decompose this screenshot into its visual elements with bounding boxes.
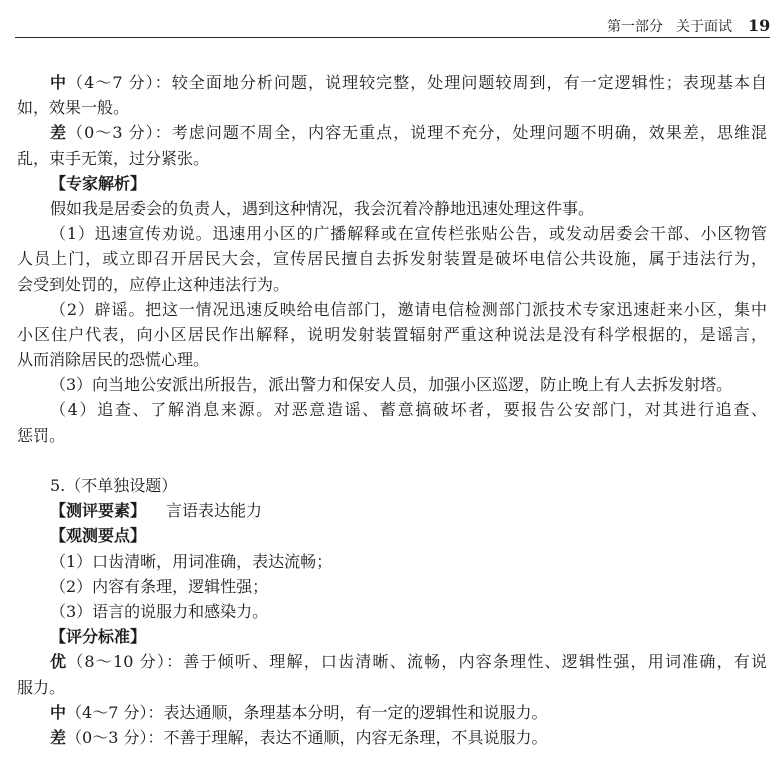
observation-heading: 【观测要点】	[50, 526, 147, 546]
scoring-line	[17, 70, 767, 95]
analysis-point-line: （1）迅速宣传劝说。迅速用小区的广播解释或在宣传栏张贴公告，或发动居委会干部、小区物管	[50, 224, 767, 244]
grade-label: 中	[50, 73, 68, 92]
analysis-point-line: 惩罚。	[17, 425, 66, 445]
analysis-intro: 假如我是居委会的负责人，遇到这种情况，我会沉着冷静地迅速处理这件事。	[50, 198, 595, 218]
scoring-line: 乱，束手无策，过分紧张。	[17, 148, 210, 168]
observation-point: （2）内容有条理，逻辑性强；	[50, 576, 269, 596]
scoring-excellent	[17, 649, 767, 699]
grade-text: （0～3 分）：不善于理解，表达不通顺，内容无条理，不具说服力。	[66, 727, 548, 747]
blank-line	[17, 448, 767, 473]
page-number: 19	[748, 16, 771, 35]
section-label: 第一部分	[607, 19, 663, 35]
grade-text: （0～3 分）：考虑问题不周全，内容无重点，说理不充分，处理问题不明确，效果差，思维混	[67, 123, 767, 143]
analysis-point-line: （4）追查、了解消息来源。对恶意造谣、蓄意搞破坏者，要报告公安部门，对其进行追查、	[50, 400, 767, 420]
prev-scoring-poor	[17, 120, 767, 170]
evaluation-elements-value: 言语表达能力	[166, 501, 263, 521]
scoring-line	[17, 725, 767, 750]
analysis-point-line: 人员上门，或立即召开居民大会，宣传居民擅自去拆发射装置是破坏电信公共设施，属于违法行为，	[17, 249, 767, 269]
analysis-point-3	[17, 372, 767, 397]
observation-point: （1）口齿清晰，用词准确，表达流畅；	[50, 551, 333, 571]
scoring-line	[17, 120, 767, 145]
scoring-heading: 【评分标准】	[50, 627, 147, 647]
scoring-line	[17, 649, 767, 674]
analysis-point-line: 从而消除居民的恐慌心理。	[17, 350, 210, 370]
scoring-line	[17, 700, 767, 725]
evaluation-elements	[17, 498, 767, 523]
question-title: 5.（不单独设题）	[50, 476, 178, 495]
prev-scoring-medium	[17, 70, 767, 120]
analysis-point-line: （2）辟谣。把这一情况迅速反映给电信部门，邀请电信检测部门派技术专家迅速赶来小区，集中	[50, 299, 767, 319]
analysis-point-1	[17, 221, 767, 297]
scoring-poor	[17, 725, 767, 750]
observation-point: （3）语言的说服力和感染力。	[50, 601, 269, 621]
grade-label: 差	[50, 727, 67, 747]
analysis-point-line: 小区住户代表，向小区居民作出解释，说明发射装置辐射严重这种说法是没有科学根据的，是谣言，	[17, 324, 767, 344]
grade-label: 优	[50, 652, 68, 672]
analysis-point-line: 会受到处罚的，应停止这种违法行为。	[17, 274, 290, 294]
analysis-point-4	[17, 397, 767, 447]
chapter-label: 关于面试	[676, 19, 732, 35]
grade-text: （4～7 分）：表达通顺，条理基本分明，有一定的逻辑性和说服力。	[66, 702, 548, 722]
grade-text: （8～10 分）：善于倾听、理解，口齿清晰、流畅，内容条理性、逻辑性强，用词准确，有说	[67, 652, 767, 672]
evaluation-elements-heading: 【测评要素】	[50, 501, 147, 521]
scoring-medium	[17, 700, 767, 725]
grade-label: 中	[50, 702, 67, 722]
grade-text: （4～7 分）：较全面地分析问题，说理较完整，处理问题较周到，有一定逻辑性；表现基本自	[67, 73, 767, 92]
page-body	[17, 70, 767, 750]
expert-analysis-heading: 【专家解析】	[50, 173, 147, 193]
scoring-line: 服力。	[17, 677, 66, 697]
analysis-point-2	[17, 297, 767, 373]
grade-label: 差	[50, 123, 68, 143]
scoring-line: 如，效果一般。	[17, 98, 130, 118]
analysis-point-line: （3）向当地公安派出所报告，派出警力和保安人员，加强小区巡逻，防止晚上有人去拆发射塔。	[50, 375, 733, 395]
header-rule	[15, 37, 770, 38]
